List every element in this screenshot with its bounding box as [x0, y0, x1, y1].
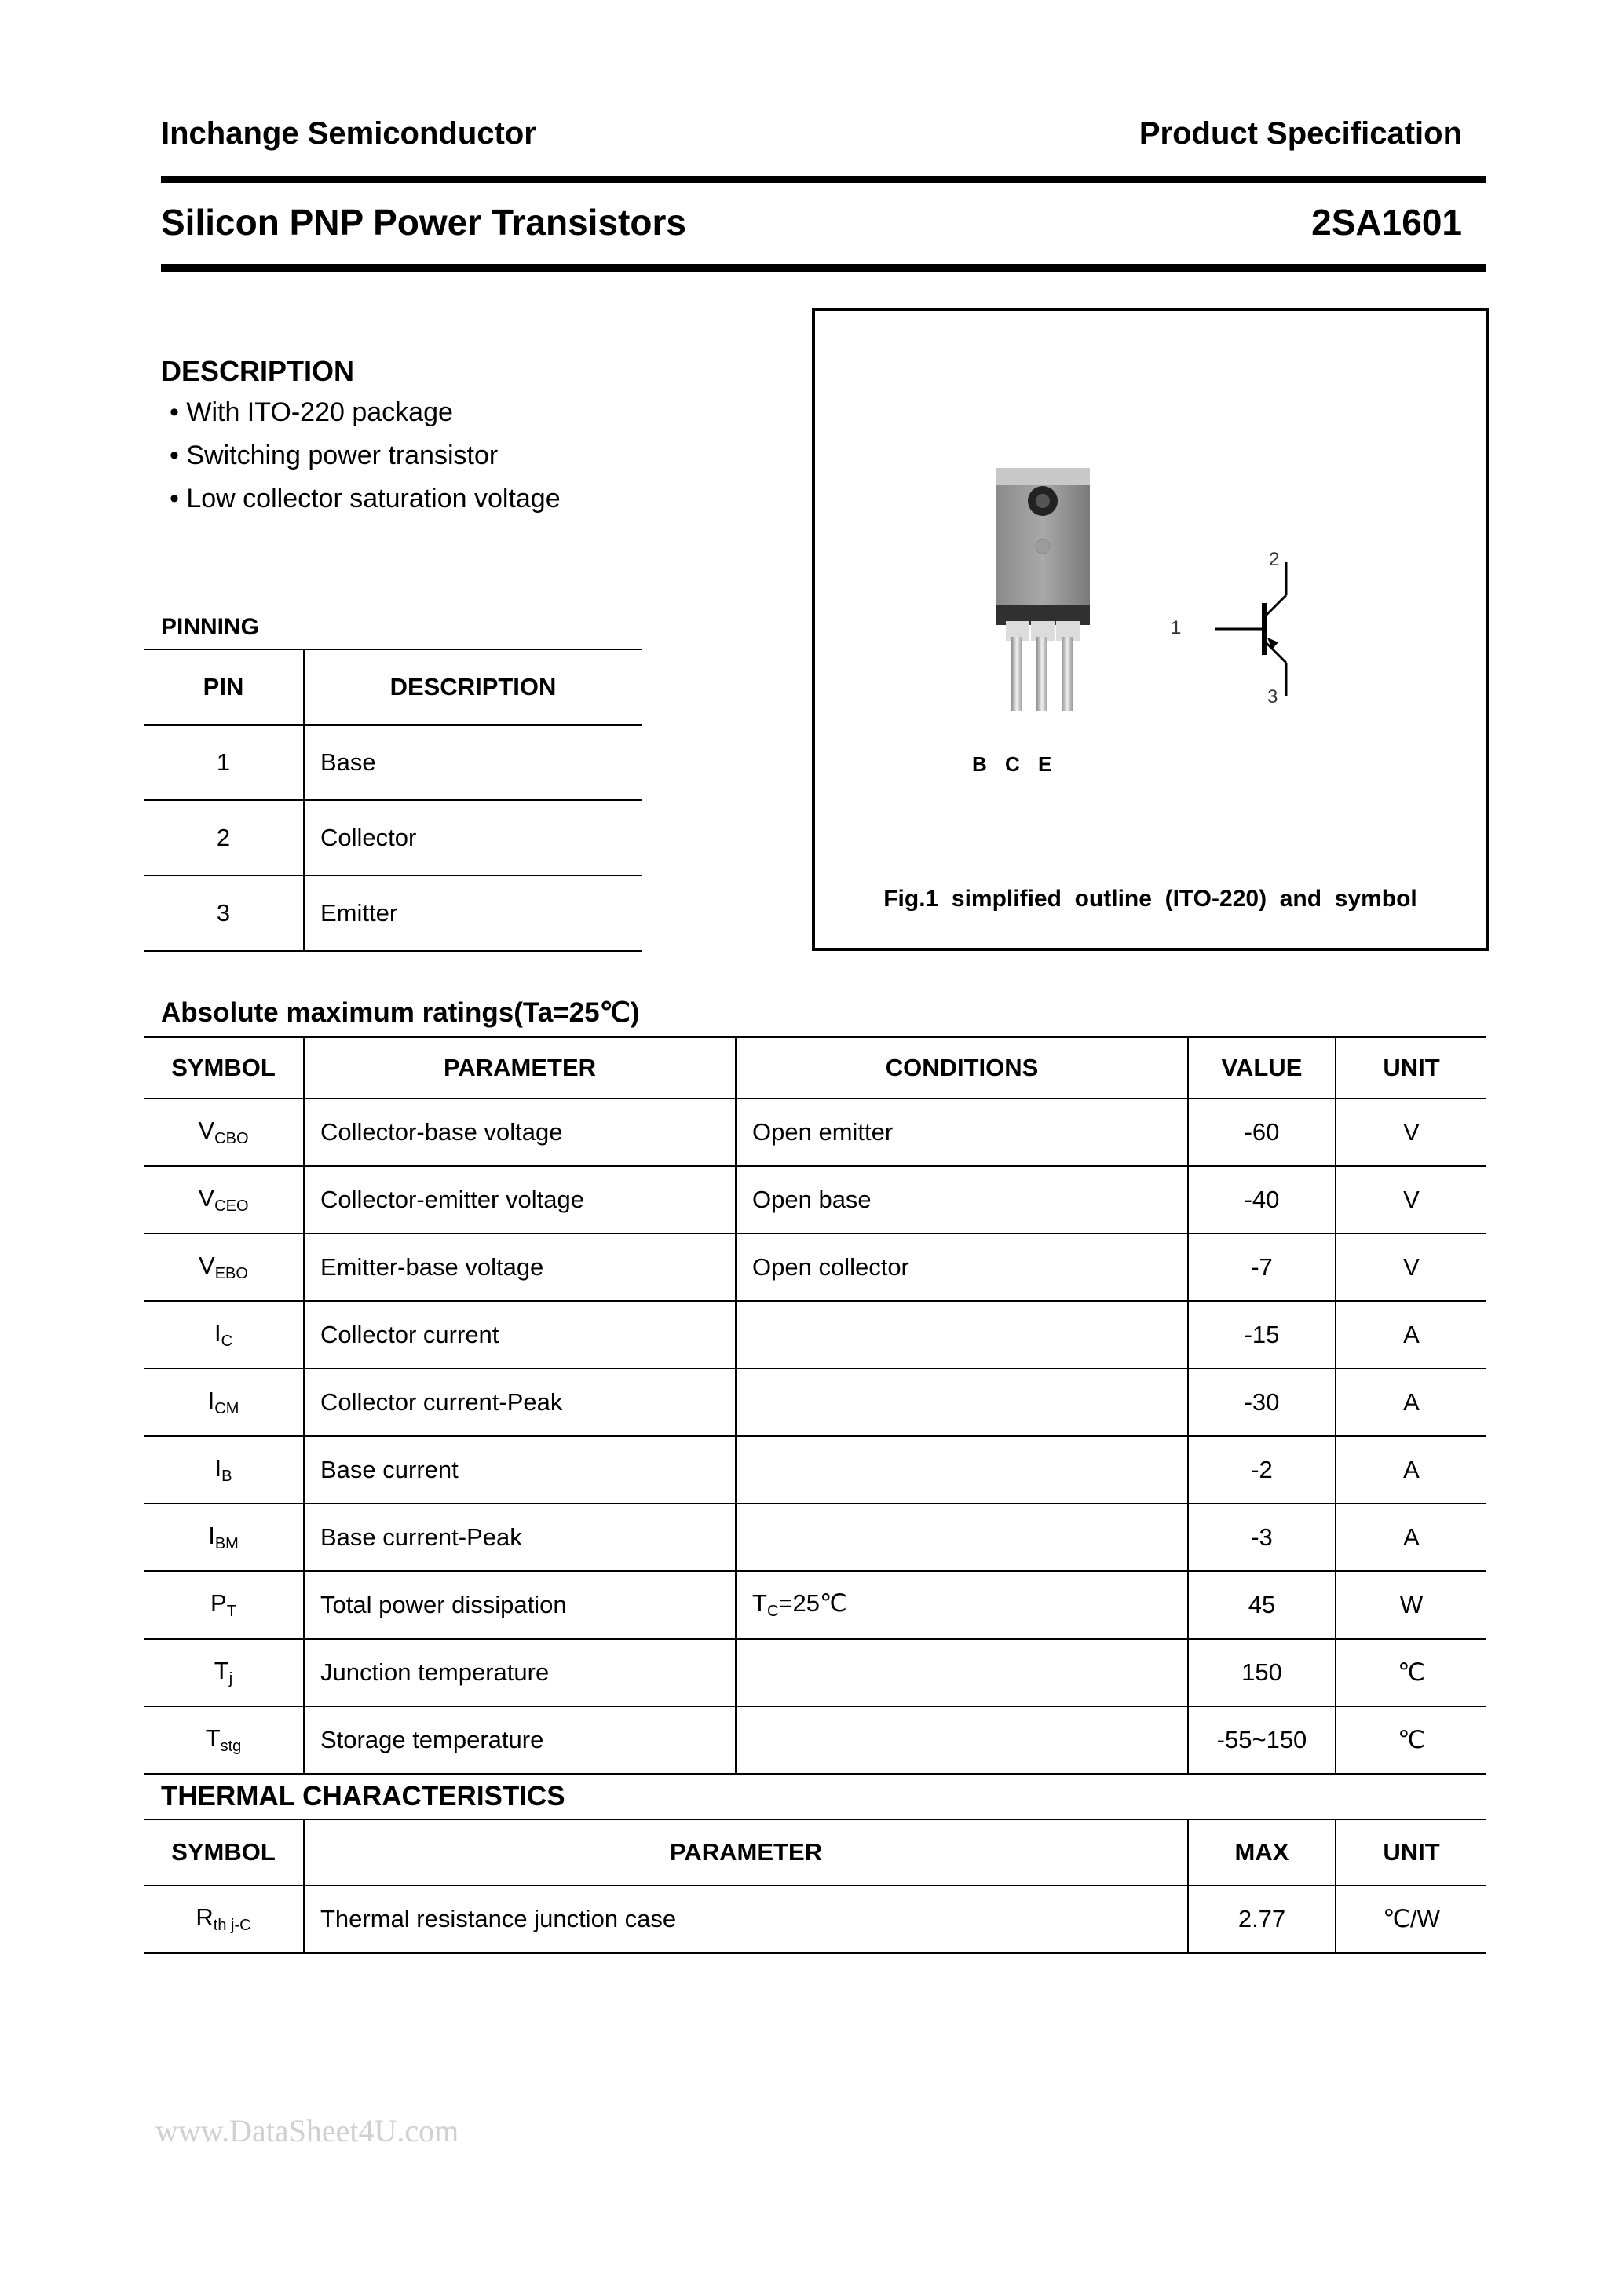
company-name: Inchange Semiconductor — [161, 116, 536, 151]
parameter-cell: Collector current — [304, 1301, 736, 1369]
part-number: 2SA1601 — [1311, 202, 1462, 243]
table-row — [144, 1639, 1486, 1706]
conditions-cell — [736, 1301, 1188, 1369]
pinning-table — [144, 649, 642, 952]
symbol-subscript: th j-C — [213, 1917, 251, 1934]
parameter-cell: Base current-Peak — [304, 1504, 736, 1571]
symbol-cell — [144, 1234, 304, 1301]
unit-cell: ℃/W — [1383, 1905, 1440, 1932]
parameter-cell: Emitter-base voltage — [304, 1234, 736, 1301]
lead-labels: B C E — [972, 752, 1058, 776]
column-header: PARAMETER — [304, 1037, 736, 1099]
symbol-subscript: CEO — [214, 1197, 249, 1215]
pnp-transistor-symbol — [1184, 539, 1310, 719]
table-header-row — [144, 1037, 1486, 1099]
symbol-subscript: j — [228, 1670, 233, 1687]
column-header: PARAMETER — [304, 1819, 1188, 1885]
column-header: SYMBOL — [144, 1037, 304, 1099]
unit-cell: V — [1403, 1253, 1420, 1281]
figure-caption: Fig.1 simplified outline (ITO-220) and symbol — [883, 886, 1417, 912]
symbol-subscript: CBO — [214, 1130, 249, 1147]
symbol-cell — [144, 1706, 304, 1774]
symbol-subscript: stg — [220, 1738, 242, 1755]
column-header: CONDITIONS — [736, 1037, 1188, 1099]
bullet-text: Low collector saturation voltage — [186, 484, 561, 514]
conditions-cell — [736, 1369, 1188, 1436]
figure-box — [812, 308, 1489, 951]
symbol-cell — [144, 1639, 304, 1706]
watermark: www.DataSheet4U.com — [155, 2113, 459, 2148]
conditions-cell: Open collector — [736, 1234, 1188, 1301]
parameter-cell: Thermal resistance junction case — [304, 1885, 1188, 1953]
unit-cell: A — [1403, 1456, 1420, 1483]
symbol-pin-label: 1 — [1171, 617, 1182, 638]
title-rule — [161, 264, 1486, 272]
header-rule — [161, 176, 1486, 183]
bullet-text: With ITO-220 package — [186, 397, 453, 427]
column-header: PIN — [144, 649, 304, 725]
symbol-cell — [144, 1166, 304, 1234]
pinning-title: PINNING — [161, 614, 260, 640]
column-header: SYMBOL — [144, 1819, 304, 1885]
value-cell: -7 — [1188, 1234, 1336, 1301]
pin-description: Base — [320, 748, 376, 776]
table-row — [144, 1504, 1486, 1571]
pin-description: Emitter — [320, 899, 398, 927]
condition-subscript: C — [766, 1603, 779, 1620]
description-bullet: • With ITO-220 package — [170, 397, 453, 427]
unit-cell: V — [1403, 1118, 1420, 1146]
description-title: DESCRIPTION — [161, 355, 355, 387]
symbol-main: R — [196, 1903, 214, 1931]
table-row — [144, 1099, 1486, 1166]
unit-cell: ℃ — [1398, 1726, 1425, 1753]
parameter-cell: Base current — [304, 1436, 736, 1504]
symbol-main: T — [205, 1724, 221, 1752]
symbol-subscript: C — [221, 1333, 233, 1350]
symbol-cell — [144, 1885, 304, 1953]
unit-cell: V — [1403, 1186, 1420, 1213]
column-header: UNIT — [1383, 1838, 1440, 1866]
symbol-main: T — [214, 1657, 229, 1684]
conditions-cell — [736, 1639, 1188, 1706]
value-cell: -3 — [1188, 1504, 1336, 1571]
table-row — [144, 1571, 1486, 1639]
table-row — [144, 1301, 1486, 1369]
value-cell: -30 — [1188, 1369, 1336, 1436]
table-row — [144, 876, 642, 951]
abs-max-title: Absolute maximum ratings(Ta=25℃) — [161, 997, 640, 1028]
conditions-cell: Open emitter — [736, 1099, 1188, 1166]
symbol-pin-label: 3 — [1267, 686, 1278, 707]
conditions-cell — [736, 1436, 1188, 1504]
symbol-main: V — [198, 1184, 215, 1212]
value-cell: -60 — [1188, 1099, 1336, 1166]
value-cell: -2 — [1188, 1436, 1336, 1504]
unit-cell: A — [1403, 1388, 1420, 1416]
symbol-cell — [144, 1369, 304, 1436]
table-row — [144, 725, 642, 800]
product-line: Silicon PNP Power Transistors — [161, 202, 686, 243]
column-header: UNIT — [1383, 1054, 1440, 1081]
value-cell: 150 — [1188, 1639, 1336, 1706]
symbol-cell — [144, 1571, 304, 1639]
table-header-row — [144, 649, 642, 725]
symbol-cell — [144, 1099, 304, 1166]
value-cell: 45 — [1188, 1571, 1336, 1639]
symbol-subscript: CM — [214, 1400, 239, 1417]
symbol-subscript: B — [221, 1468, 232, 1485]
parameter-cell: Junction temperature — [304, 1639, 736, 1706]
symbol-cell — [144, 1504, 304, 1571]
ito220-package-image — [956, 468, 1113, 711]
conditions-cell: Open base — [736, 1166, 1188, 1234]
thermal-title: THERMAL CHARACTERISTICS — [161, 1781, 565, 1812]
symbol-main: V — [199, 1252, 215, 1279]
pin-number: 2 — [144, 800, 304, 876]
symbol-subscript: EBO — [214, 1265, 248, 1282]
table-row — [144, 1436, 1486, 1504]
symbol-cell — [144, 1436, 304, 1504]
parameter-cell: Collector-emitter voltage — [304, 1166, 736, 1234]
table-row — [144, 800, 642, 876]
doc-type: Product Specification — [1139, 116, 1462, 151]
table-row — [144, 1885, 1486, 1953]
value-cell: -55~150 — [1188, 1706, 1336, 1774]
symbol-main: I — [214, 1319, 221, 1347]
symbol-main: I — [208, 1522, 215, 1549]
thermal-table — [144, 1819, 1486, 1954]
symbol-main: P — [210, 1589, 227, 1617]
symbol-main: V — [198, 1117, 215, 1144]
unit-cell: A — [1403, 1523, 1420, 1551]
condition-value: =25℃ — [778, 1589, 847, 1617]
table-row — [144, 1166, 1486, 1234]
max-cell: 2.77 — [1188, 1885, 1336, 1953]
table-row — [144, 1706, 1486, 1774]
symbol-pin-label: 2 — [1269, 549, 1280, 570]
pin-description: Collector — [320, 824, 417, 851]
abs-max-table — [144, 1036, 1486, 1775]
description-bullet: • Switching power transistor — [170, 441, 499, 470]
parameter-cell: Collector-base voltage — [304, 1099, 736, 1166]
symbol-cell — [144, 1301, 304, 1369]
bullet-text: Switching power transistor — [186, 441, 499, 470]
column-header: DESCRIPTION — [389, 673, 557, 700]
parameter-cell: Storage temperature — [304, 1706, 736, 1774]
table-row — [144, 1369, 1486, 1436]
table-row — [144, 1234, 1486, 1301]
conditions-cell — [736, 1706, 1188, 1774]
symbol-subscript: T — [226, 1603, 236, 1620]
value-cell: -40 — [1188, 1166, 1336, 1234]
parameter-cell: Total power dissipation — [304, 1571, 736, 1639]
symbol-subscript: BM — [214, 1535, 239, 1552]
column-header: VALUE — [1188, 1037, 1336, 1099]
value-cell: -15 — [1188, 1301, 1336, 1369]
table-header-row — [144, 1819, 1486, 1885]
conditions-cell — [736, 1504, 1188, 1571]
pin-number: 1 — [144, 725, 304, 800]
symbol-main: I — [207, 1387, 215, 1414]
pin-number: 3 — [144, 876, 304, 951]
condition-symbol: T — [752, 1589, 767, 1617]
symbol-main: I — [214, 1454, 222, 1482]
conditions-cell — [736, 1571, 1188, 1639]
unit-cell: W — [1399, 1591, 1424, 1618]
unit-cell: A — [1403, 1321, 1420, 1348]
parameter-cell: Collector current-Peak — [304, 1369, 736, 1436]
unit-cell: ℃ — [1398, 1658, 1425, 1686]
column-header: MAX — [1188, 1819, 1336, 1885]
description-bullet: • Low collector saturation voltage — [170, 484, 561, 514]
